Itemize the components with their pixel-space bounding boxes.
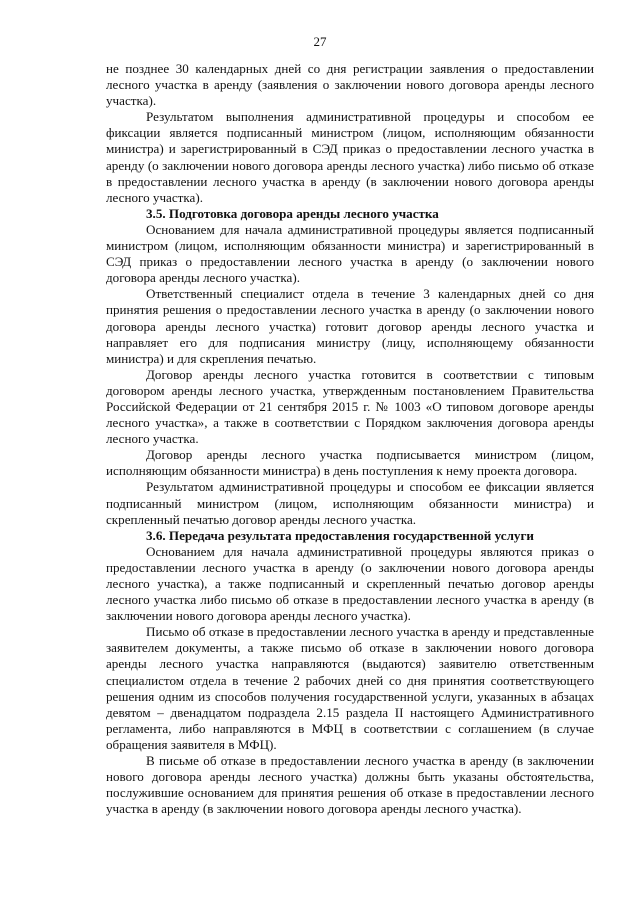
document-body <box>106 61 594 817</box>
page-number: 27 <box>313 34 327 49</box>
paragraph-3-5-specialist: Ответственный специалист отдела в течение 3 календарных дней со дня принятия решения о предоставлении лесного участка в аренду (о заключении нового договора аренды лесного участка) готовит договор аренды лесного участка и направляет его для подписания министру (лицу, исполняющему обязанности министра) и для скрепления печатью. <box>106 286 594 366</box>
paragraph-3-5-basis: Основанием для начала административной процедуры является подписанный министром (лицом, исполняющим обязанности министра) и зарегистрированный в СЭД приказ о предоставлении лесного участка в аренду (о заключении нового договора аренды лесного участка). <box>106 221 594 286</box>
paragraph-3-6-basis: Основанием для начала административной процедуры являются приказ о предоставлении лесного участка в аренду (о заключении нового договора аренды лесного участка), а также подписанный и скрепленный печатью договор аренды лесного участка либо письмо об отказе в предоставлении лесного участка в аренду (в заключении нового договора аренды лесного участка). <box>106 543 594 624</box>
paragraph-3-6-refusal-content: В письме об отказе в предоставлении лесного участка в аренду (в заключении нового договора аренды лесного участка) должны быть указаны обстоятельства, послужившие основанием для принятия решения об отказе в предоставлении лесного участка в аренду (в заключении нового договора аренды лесного участка). <box>106 753 594 817</box>
section-heading-3-5: 3.5. Подготовка договора аренды лесного участка <box>146 205 439 221</box>
paragraph-result-3-4: Результатом выполнения административной процедуры и способом ее фиксации является подписанный министром (лицом, исполняющим обязанности министра) и зарегистрированный в СЭД приказ о предоставлении лесного участка в аренду (о заключении нового договора аренды лесного участка) либо письмо об отказе в предоставлении лесного участка в аренду (в заключении нового договора аренды лесного участка). <box>106 109 594 205</box>
paragraph-3-5-typical-contract: Договор аренды лесного участка готовится в соответствии с типовым договором аренды лесного участка, утвержденным постановлением Правительства Российской Федерации от 21 сентября 2015 г. № 1003 «О типовом договоре аренды лесного участка», а также в соответствии с Порядком заключения договора аренды лесного участка. <box>106 366 594 447</box>
paragraph-3-6-refusal-delivery: Письмо об отказе в предоставлении лесного участка в аренду и представленные заявителем документы, а также письмо об отказе в заключении нового договора аренды лесного участка направляются (выдаются) заявителю ответственным специалистом отдела в течение 2 рабочих дней со дня принятия соответствующего решения одним из способов получения государственной услуги, указанных в абзацах девятом – двенадцатом подраздела 2.15 раздела II настоящего Административного регламента, либо направляются в МФЦ в соответствии с соглашением (в случае обращения заявителя в МФЦ). <box>106 624 594 752</box>
section-heading-3-6: 3.6. Передача результата предоставления государственной услуги <box>146 527 534 543</box>
paragraph-3-5-result: Результатом административной процедуры и способом ее фиксации является подписанный министром (лицом, исполняющим обязанности министра) и скрепленный печатью договор аренды лесного участка. <box>106 479 594 527</box>
paragraph-3-5-signing: Договор аренды лесного участка подписывается министром (лицом, исполняющим обязанности министра) в день поступления к нему проекта договора. <box>106 447 594 479</box>
paragraph-continuation: не позднее 30 календарных дней со дня регистрации заявления о предоставлении лесного участка в аренду (заявления о заключении нового договора аренды лесного участка). <box>106 61 594 109</box>
